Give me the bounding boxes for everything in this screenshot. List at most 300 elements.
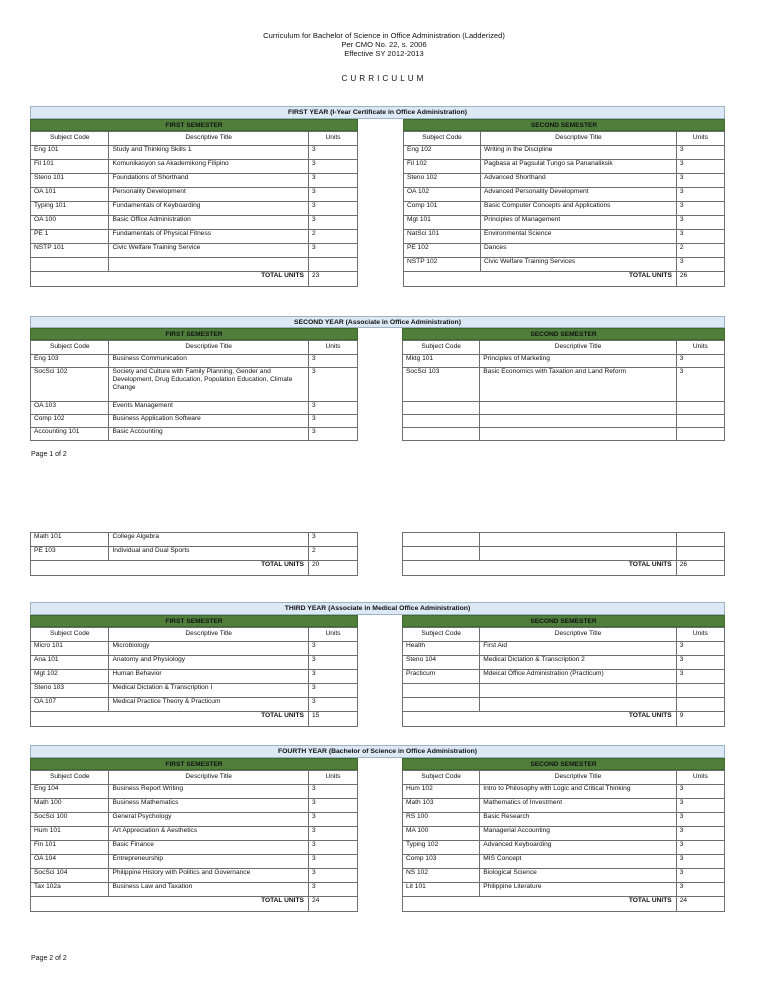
subject-code: Mktg 101	[403, 355, 480, 368]
units: 3	[676, 188, 724, 202]
column-header-row	[31, 771, 358, 785]
subject-code: Math 103	[403, 799, 480, 813]
table-row	[404, 202, 725, 216]
subject-code: NSTP 102	[404, 258, 481, 272]
table-row	[403, 827, 725, 841]
table-row	[31, 355, 358, 368]
descriptive-title: Business Mathematics	[109, 799, 308, 813]
table-row	[403, 855, 725, 869]
first-year-block	[30, 106, 725, 279]
table-row	[404, 244, 725, 258]
total-row	[31, 272, 358, 287]
document-title: Curriculum for Bachelor of Science in Office Administration (Ladderized)	[263, 31, 505, 40]
descriptive-title-header: Descriptive Title	[109, 132, 308, 146]
subject-code: Math 100	[31, 799, 109, 813]
units: 3	[308, 244, 357, 258]
descriptive-title: Managerial Accounting	[480, 827, 676, 841]
table-row	[403, 698, 725, 712]
units: 3	[308, 533, 357, 547]
table-row	[404, 258, 725, 272]
descriptive-title: Fundamentals of Physical Fitness	[109, 230, 308, 244]
subject-code: Mgt 102	[31, 670, 109, 684]
subject-code: Comp 103	[403, 855, 480, 869]
subject-code	[403, 428, 480, 441]
units	[676, 698, 724, 712]
descriptive-title: Intro to Philosophy with Logic and Critical Thinking	[480, 785, 676, 799]
total-units-value: 24	[308, 897, 357, 912]
units-header: Units	[676, 771, 724, 785]
units: 3	[676, 813, 724, 827]
units: 3	[676, 642, 724, 656]
descriptive-title: Microbiology	[109, 642, 308, 656]
subject-code: OA 100	[31, 216, 109, 230]
descriptive-title: Civic Welfare Training Services	[481, 258, 677, 272]
descriptive-title: Biological Science	[480, 869, 676, 883]
units	[676, 547, 724, 561]
units-header: Units	[308, 132, 357, 146]
units: 2	[308, 547, 357, 561]
course-table	[403, 131, 725, 287]
total-units-label: TOTAL UNITS	[31, 712, 309, 727]
course-table	[402, 627, 725, 727]
descriptive-title: Principles of Management	[481, 216, 677, 230]
subject-code: Eng 104	[31, 785, 109, 799]
table-row	[31, 146, 358, 160]
descriptive-title: Basic Accounting	[109, 428, 308, 441]
total-row	[31, 897, 358, 912]
units: 3	[308, 785, 357, 799]
fourth-year-sem2	[402, 758, 725, 912]
total-row	[403, 712, 725, 727]
column-header-row	[31, 132, 358, 146]
subject-code: Eng 103	[31, 355, 109, 368]
descriptive-title: Anatomy and Physiology	[109, 656, 308, 670]
descriptive-title: Medical Practice Theory & Practicum	[109, 698, 308, 712]
subject-code: OA 102	[404, 188, 481, 202]
table-row	[403, 841, 725, 855]
descriptive-title	[480, 698, 676, 712]
units: 3	[308, 428, 357, 441]
table-row	[31, 841, 358, 855]
units-header: Units	[676, 628, 724, 642]
descriptive-title: Basic Office Administration	[109, 216, 308, 230]
course-table	[30, 627, 358, 727]
units: 3	[676, 785, 724, 799]
table-row	[31, 415, 358, 428]
descriptive-title: Komunikasyon sa Akademikong Filipino	[109, 160, 308, 174]
total-row	[404, 272, 725, 287]
subject-code: Comp 101	[404, 202, 481, 216]
subject-code-header: Subject Code	[31, 132, 109, 146]
first-year-title: FIRST YEAR (I-Year Certificate in Office Administration)	[30, 106, 725, 119]
units: 3	[308, 656, 357, 670]
table-row	[31, 642, 358, 656]
total-units-label: TOTAL UNITS	[403, 897, 677, 912]
descriptive-title: Business Law and Taxation	[109, 883, 308, 897]
descriptive-title: MIS Concept	[480, 855, 676, 869]
course-table	[30, 340, 358, 441]
table-row	[403, 642, 725, 656]
descriptive-title: Society and Culture with Family Planning, Gender and Development, Drug Education, Population Education, Climate Change	[109, 368, 308, 402]
table-row	[31, 670, 358, 684]
course-table	[402, 770, 725, 912]
subject-code	[403, 698, 480, 712]
table-row	[404, 188, 725, 202]
descriptive-title: Foundations of Shorthand	[109, 174, 308, 188]
total-units-label: TOTAL UNITS	[403, 561, 677, 576]
table-row	[404, 230, 725, 244]
descriptive-title: Fundamentals of Keyboarding	[109, 202, 308, 216]
table-row	[31, 547, 358, 561]
units: 3	[676, 202, 724, 216]
units: 3	[308, 827, 357, 841]
subject-code: OA 104	[31, 855, 109, 869]
semester-header: SECOND SEMESTER	[402, 758, 725, 770]
units: 3	[676, 146, 724, 160]
total-units-value: 23	[308, 272, 357, 287]
first-year-sem2	[403, 119, 725, 287]
table-row	[31, 883, 358, 897]
table-row	[31, 188, 358, 202]
subject-code: SocSci 102	[31, 368, 109, 402]
descriptive-title: College Algebra	[109, 533, 308, 547]
table-row	[403, 656, 725, 670]
subject-code-header: Subject Code	[403, 628, 480, 642]
units	[676, 533, 724, 547]
descriptive-title	[480, 415, 676, 428]
fourth-year-title: FOURTH YEAR (Bachelor of Science in Office Administration)	[30, 745, 725, 758]
subject-code: NatSci 101	[404, 230, 481, 244]
subject-code: Micro 101	[31, 642, 109, 656]
table-row	[31, 230, 358, 244]
table-row	[31, 785, 358, 799]
subject-code: Accounting 101	[31, 428, 109, 441]
table-row	[403, 869, 725, 883]
descriptive-title-header: Descriptive Title	[481, 132, 677, 146]
units-header: Units	[676, 341, 724, 355]
descriptive-title: Philippine History with Politics and Governance	[109, 869, 308, 883]
units: 3	[676, 855, 724, 869]
table-row	[31, 258, 358, 272]
table-row	[403, 428, 725, 441]
descriptive-title: Civic Welfare Training Service	[109, 244, 308, 258]
descriptive-title	[480, 533, 676, 547]
descriptive-title: Personality Development	[109, 188, 308, 202]
descriptive-title: Medical Dictation & Transcription I	[109, 684, 308, 698]
semester-header: FIRST SEMESTER	[30, 119, 358, 131]
cmo-reference: Per CMO No. 22, s. 2006	[341, 40, 427, 49]
total-units-value: 26	[676, 272, 724, 287]
units-header: Units	[308, 341, 357, 355]
table-row	[31, 684, 358, 698]
descriptive-title: Basic Computer Concepts and Applications	[481, 202, 677, 216]
descriptive-title: Events Management	[109, 402, 308, 415]
semester-header: SECOND SEMESTER	[403, 119, 725, 131]
units: 3	[676, 656, 724, 670]
units: 3	[676, 160, 724, 174]
descriptive-title-header: Descriptive Title	[480, 341, 676, 355]
subject-code: PE 1	[31, 230, 109, 244]
subject-code-header: Subject Code	[404, 132, 481, 146]
table-row	[31, 244, 358, 258]
course-table	[402, 340, 725, 441]
subject-code: NSTP 101	[31, 244, 109, 258]
subject-code: NS 102	[403, 869, 480, 883]
table-row	[403, 813, 725, 827]
subject-code: Health	[403, 642, 480, 656]
page-1-footer: Page 1 of 2	[31, 451, 67, 458]
total-units-value: 9	[676, 712, 724, 727]
units: 3	[308, 202, 357, 216]
subject-code: OA 107	[31, 698, 109, 712]
descriptive-title	[480, 402, 676, 415]
total-units-value: 20	[308, 561, 357, 576]
units: 3	[308, 188, 357, 202]
descriptive-title: Pagbasa at Pagsulat Tungo sa Pananaliksik	[481, 160, 677, 174]
descriptive-title: Mdeical Office Administration (Practicum)	[480, 670, 676, 684]
descriptive-title: Advanced Keyboarding	[480, 841, 676, 855]
descriptive-title-header: Descriptive Title	[480, 771, 676, 785]
subject-code	[403, 684, 480, 698]
units: 3	[308, 813, 357, 827]
units: 3	[676, 230, 724, 244]
total-units-value: 24	[676, 897, 724, 912]
table-row	[403, 533, 725, 547]
subject-code-header: Subject Code	[31, 771, 109, 785]
semester-header: SECOND SEMESTER	[402, 615, 725, 627]
subject-code: SocSci 104	[31, 869, 109, 883]
subject-code: MA 100	[403, 827, 480, 841]
descriptive-title: Principles of Marketing	[480, 355, 676, 368]
table-row	[403, 684, 725, 698]
subject-code-header: Subject Code	[31, 341, 109, 355]
units	[308, 258, 357, 272]
subject-code: Hum 102	[403, 785, 480, 799]
table-row	[31, 813, 358, 827]
units-header: Units	[308, 771, 357, 785]
subject-code: Comp 102	[31, 415, 109, 428]
descriptive-title: Study and Thinking Skills 1	[109, 146, 308, 160]
subject-code: Eng 102	[404, 146, 481, 160]
units	[676, 415, 724, 428]
descriptive-title: Medical Dictation & Transcription 2	[480, 656, 676, 670]
table-row	[31, 533, 358, 547]
descriptive-title: Entrepreneurship	[109, 855, 308, 869]
units: 3	[308, 160, 357, 174]
descriptive-title: First Aid	[480, 642, 676, 656]
units: 3	[308, 368, 357, 402]
table-row	[403, 547, 725, 561]
table-row	[403, 883, 725, 897]
total-row	[403, 897, 725, 912]
course-table	[30, 532, 358, 576]
subject-code: Tax 102a	[31, 883, 109, 897]
total-units-label: TOTAL UNITS	[403, 712, 677, 727]
descriptive-title: Basic Finance	[109, 841, 308, 855]
descriptive-title	[109, 258, 308, 272]
descriptive-title-header: Descriptive Title	[109, 628, 308, 642]
subject-code	[31, 258, 109, 272]
units: 3	[308, 698, 357, 712]
descriptive-title: Advanced Personality Development	[481, 188, 677, 202]
units: 3	[676, 670, 724, 684]
total-units-label: TOTAL UNITS	[31, 272, 309, 287]
table-row	[403, 402, 725, 415]
column-header-row	[403, 341, 725, 355]
second-year-sem2	[402, 328, 725, 441]
units: 2	[308, 230, 357, 244]
units: 3	[308, 146, 357, 160]
second-year-block	[30, 316, 725, 435]
subject-code	[403, 415, 480, 428]
semester-header: SECOND SEMESTER	[402, 328, 725, 340]
subject-code: Eng 101	[31, 146, 109, 160]
subject-code-header: Subject Code	[403, 341, 480, 355]
total-row	[31, 561, 358, 576]
table-row	[31, 368, 358, 402]
subject-code: Ana 101	[31, 656, 109, 670]
third-year-title: THIRD YEAR (Associate in Medical Office Administration)	[30, 602, 725, 615]
table-row	[403, 785, 725, 799]
subject-code: Hum 101	[31, 827, 109, 841]
table-row	[31, 160, 358, 174]
units: 3	[676, 258, 724, 272]
table-row	[403, 415, 725, 428]
descriptive-title-header: Descriptive Title	[109, 341, 308, 355]
second-year-sem1	[30, 328, 358, 441]
table-row	[404, 146, 725, 160]
units: 3	[308, 855, 357, 869]
subject-code: Mgt 101	[404, 216, 481, 230]
units: 3	[308, 684, 357, 698]
third-year-block	[30, 602, 725, 719]
descriptive-title: Business Report Writing	[109, 785, 308, 799]
subject-code	[403, 402, 480, 415]
units	[676, 684, 724, 698]
table-row	[31, 855, 358, 869]
descriptive-title	[480, 684, 676, 698]
descriptive-title: Advanced Shorthand	[481, 174, 677, 188]
units: 3	[676, 827, 724, 841]
total-units-label: TOTAL UNITS	[404, 272, 677, 287]
table-row	[404, 216, 725, 230]
units: 3	[308, 883, 357, 897]
subject-code	[403, 547, 480, 561]
total-row	[403, 561, 725, 576]
course-table	[30, 131, 358, 287]
table-row	[31, 869, 358, 883]
units	[676, 402, 724, 415]
subject-code: Fil 102	[404, 160, 481, 174]
units: 3	[308, 174, 357, 188]
subject-code: Lit 101	[403, 883, 480, 897]
table-row	[31, 827, 358, 841]
descriptive-title	[480, 547, 676, 561]
descriptive-title: Human Behavior	[109, 670, 308, 684]
units: 3	[308, 415, 357, 428]
units: 3	[676, 841, 724, 855]
column-header-row	[404, 132, 725, 146]
table-row	[404, 174, 725, 188]
descriptive-title	[480, 428, 676, 441]
column-header-row	[403, 771, 725, 785]
second-year-title: SECOND YEAR (Associate in Office Administration)	[30, 316, 725, 328]
units: 3	[676, 869, 724, 883]
descriptive-title-header: Descriptive Title	[109, 771, 308, 785]
table-row	[31, 656, 358, 670]
subject-code: Typing 102	[403, 841, 480, 855]
second-year-sem2-continued	[402, 532, 725, 576]
subject-code-header: Subject Code	[31, 628, 109, 642]
subject-code-header: Subject Code	[403, 771, 480, 785]
descriptive-title: Business Application Software	[109, 415, 308, 428]
total-row	[31, 712, 358, 727]
subject-code: Steno 104	[403, 656, 480, 670]
units: 3	[308, 841, 357, 855]
units: 3	[308, 869, 357, 883]
subject-code: PE 102	[404, 244, 481, 258]
course-table	[402, 532, 725, 576]
curriculum-heading: CURRICULUM	[341, 74, 427, 83]
units: 3	[308, 799, 357, 813]
table-row	[31, 428, 358, 441]
table-row	[31, 216, 358, 230]
descriptive-title-header: Descriptive Title	[480, 628, 676, 642]
subject-code	[403, 533, 480, 547]
total-units-label: TOTAL UNITS	[31, 561, 309, 576]
descriptive-title: Art Appreciation & Aesthetics	[109, 827, 308, 841]
units	[676, 428, 724, 441]
descriptive-title: Philippine Literature	[480, 883, 676, 897]
effective-year: Effective SY 2012-2013	[344, 49, 424, 58]
units: 3	[676, 883, 724, 897]
column-header-row	[31, 341, 358, 355]
semester-header: FIRST SEMESTER	[30, 328, 358, 340]
total-units-value: 15	[308, 712, 357, 727]
descriptive-title: Individual and Dual Sports	[109, 547, 308, 561]
first-year-sem1	[30, 119, 358, 287]
subject-code: OA 103	[31, 402, 109, 415]
subject-code: Fil 101	[31, 160, 109, 174]
subject-code: Steno 103	[31, 684, 109, 698]
total-units-label: TOTAL UNITS	[31, 897, 309, 912]
descriptive-title: General Psychology	[109, 813, 308, 827]
column-header-row	[403, 628, 725, 642]
table-row	[31, 799, 358, 813]
units: 3	[676, 368, 724, 402]
descriptive-title: Environmental Science	[481, 230, 677, 244]
fourth-year-block	[30, 745, 725, 904]
units: 3	[308, 216, 357, 230]
units: 3	[676, 174, 724, 188]
page-2-footer: Page 2 of 2	[31, 955, 67, 962]
table-row	[403, 368, 725, 402]
table-row	[31, 402, 358, 415]
semester-header: FIRST SEMESTER	[30, 758, 358, 770]
units-header: Units	[308, 628, 357, 642]
subject-code: Steno 101	[31, 174, 109, 188]
subject-code: Typing 101	[31, 202, 109, 216]
units: 3	[676, 799, 724, 813]
units: 3	[676, 216, 724, 230]
subject-code: Steno 102	[404, 174, 481, 188]
table-row	[31, 202, 358, 216]
descriptive-title: Dances	[481, 244, 677, 258]
descriptive-title: Writing in the Discipline	[481, 146, 677, 160]
subject-code: OA 101	[31, 188, 109, 202]
subject-code: RS 100	[403, 813, 480, 827]
second-year-sem1-continued	[30, 532, 358, 576]
